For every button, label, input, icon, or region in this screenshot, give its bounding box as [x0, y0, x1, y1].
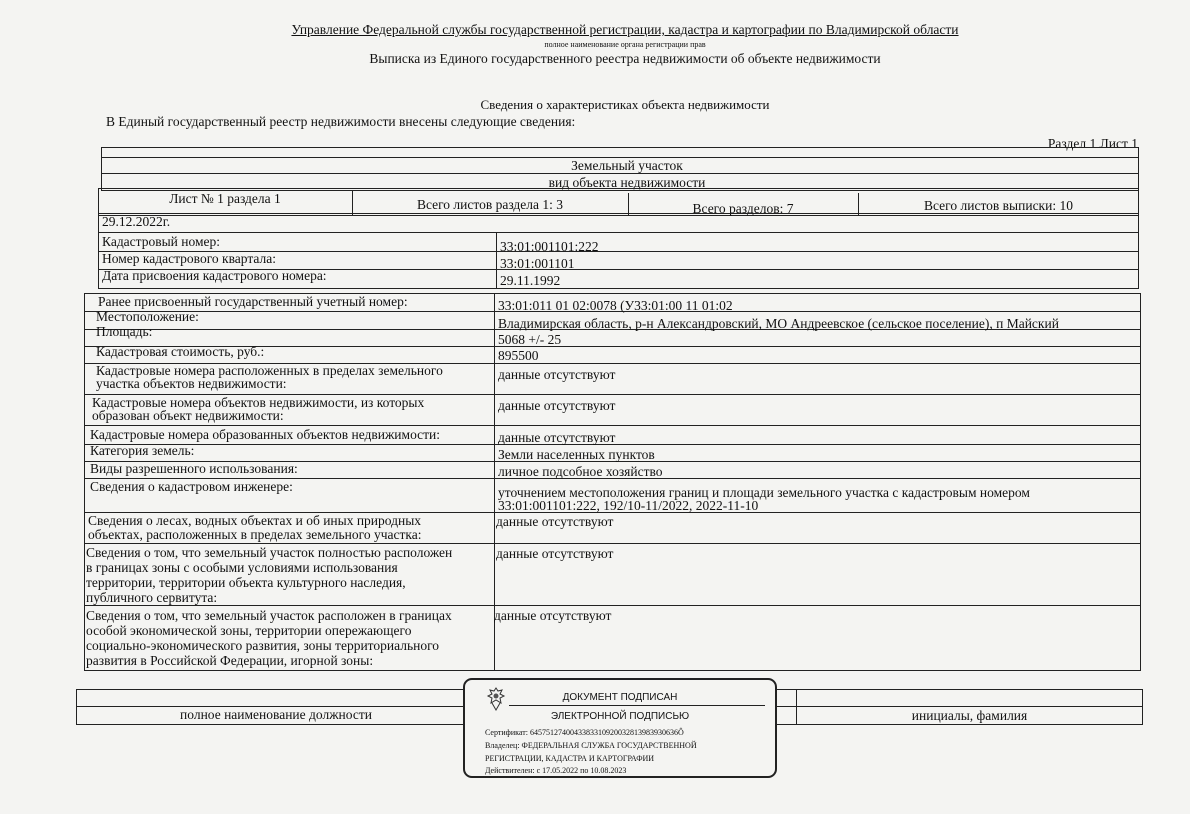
divider	[84, 543, 1141, 544]
row-label: Сведения о лесах, водных объектах и об иных природных	[88, 513, 422, 528]
row-value: данные отсутствуют	[498, 398, 616, 413]
subtitle: Сведения о характеристиках объекта недвижимости	[480, 97, 770, 112]
row-label: участка объектов недвижимости:	[96, 376, 287, 391]
row-label: Местоположение:	[96, 309, 199, 324]
total-sheets-section: Всего листов раздела 1: 3	[416, 197, 564, 212]
row-label: социально-экономического развития, зоны территориального	[86, 638, 440, 653]
divider	[84, 605, 1141, 606]
row-label: особой экономической зоны, территории опережающего	[86, 623, 412, 638]
stamp-owner: РЕГИСТРАЦИИ, КАДАСТРА И КАРТОГРАФИИ	[485, 754, 655, 763]
document-title: Выписка из Единого государственного реестра недвижимости об объекте недвижимости	[369, 51, 881, 66]
row-value: 29.11.1992	[500, 273, 561, 288]
row-label: Виды разрешенного использования:	[90, 461, 298, 476]
stamp-owner: Владелец: ФЕДЕРАЛЬНАЯ СЛУЖБА ГОСУДАРСТВЕННОЙ	[485, 741, 697, 750]
row-label: Сведения о кадастровом инженере:	[90, 479, 293, 494]
row-value: Земли населенных пунктов	[498, 447, 655, 462]
stamp-line2: ЭЛЕКТРОННОЙ ПОДПИСЬЮ	[550, 711, 690, 722]
authority-caption: полное наименование органа регистрации прав	[544, 40, 706, 49]
row-label: Кадастровая стоимость, руб.:	[96, 344, 265, 359]
divider	[84, 425, 1141, 426]
row-label: Номер кадастрового квартала:	[102, 251, 276, 266]
row-value: 33:01:001101	[500, 256, 575, 271]
row-value: 33:01:001101:222	[500, 239, 599, 254]
row-value: данные отсутствуют	[498, 430, 616, 445]
divider	[496, 232, 497, 289]
row-value: данные отсутствуют	[496, 546, 614, 561]
total-sheets-extract: Всего листов выписки: 10	[924, 198, 1073, 213]
stamp-validity: Действителен: с 17.05.2022 по 10.08.2023	[485, 766, 627, 775]
sheet-number: Лист № 1 раздела 1	[169, 191, 281, 206]
row-label: Ранее присвоенный государственный учетный номер:	[98, 294, 408, 309]
stamp-line1: ДОКУМЕНТ ПОДПИСАН	[562, 692, 678, 703]
row-value: 5068 +/- 25	[498, 332, 562, 347]
row-label: публичного сервитута:	[86, 590, 218, 605]
extract-date: 29.12.2022г.	[102, 214, 171, 229]
row-label: Кадастровые номера объектов недвижимости, из которых	[92, 395, 425, 410]
row-value: 33:01:001101:222, 192/10-11/2022, 2022-11-10	[498, 498, 759, 513]
row-value: 33:01:011 01 02:0078 (У33:01:00 11 01:02	[498, 298, 733, 313]
row-value: личное подсобное хозяйство	[498, 464, 663, 479]
row-label: Кадастровые номера расположенных в пределах земельного	[96, 363, 443, 378]
row-value: Владимирская область, р-н Александровский, МО Андреевское (сельское поселение), п Майский	[498, 316, 1059, 331]
date-row	[98, 213, 1139, 233]
row-label: Кадастровый номер:	[102, 234, 221, 249]
electronic-signature-stamp	[463, 678, 777, 778]
authority-name: Управление Федеральной службы государственной регистрации, кадастра и картографии по Владимирской области	[291, 22, 959, 37]
intro-text: В Единый государственный реестр недвижимости внесены следующие сведения:	[106, 114, 576, 129]
position-caption: полное наименование должности	[180, 707, 372, 722]
stamp-certificate: Сертификат: 6457512740043383310920032813983930636Ô	[485, 728, 684, 737]
row-value: данные отсутствуют	[498, 367, 616, 382]
row-value: данные отсутствуют	[496, 514, 614, 529]
row-label: Дата присвоения кадастрового номера:	[102, 268, 327, 283]
row-value: данные отсутствуют	[494, 608, 612, 623]
name-caption: инициалы, фамилия	[911, 708, 1028, 723]
total-sections: Всего разделов: 7	[692, 201, 794, 216]
row-value: 895500	[498, 348, 539, 363]
row-label: Сведения о том, что земельный участок полностью расположен	[86, 545, 453, 560]
row-label: в границах зоны с особыми условиями использования	[86, 560, 398, 575]
row-label: развития в Российской Федерации, игорной зоны:	[86, 653, 374, 668]
row-value: уточнением местоположения границ и площади земельного участка с кадастровым номером	[498, 485, 1030, 500]
row-label: объектах, расположенных в пределах земельного участка:	[88, 527, 422, 542]
row-label: Кадастровые номера образованных объектов недвижимости:	[90, 427, 441, 442]
object-type-caption: вид объекта недвижимости	[548, 175, 706, 190]
divider	[101, 173, 1139, 174]
row-label: территории, территории объекта культурного наследия,	[86, 575, 406, 590]
object-type: Земельный участок	[571, 158, 683, 173]
row-label: Площадь:	[96, 324, 153, 339]
row-label: Категория земель:	[90, 443, 195, 458]
divider	[509, 705, 765, 706]
row-label: Сведения о том, что земельный участок расположен в границах	[86, 608, 452, 623]
section-label: Раздел 1 Лист 1	[1047, 136, 1138, 151]
row-label: образован объект недвижимости:	[92, 408, 284, 423]
